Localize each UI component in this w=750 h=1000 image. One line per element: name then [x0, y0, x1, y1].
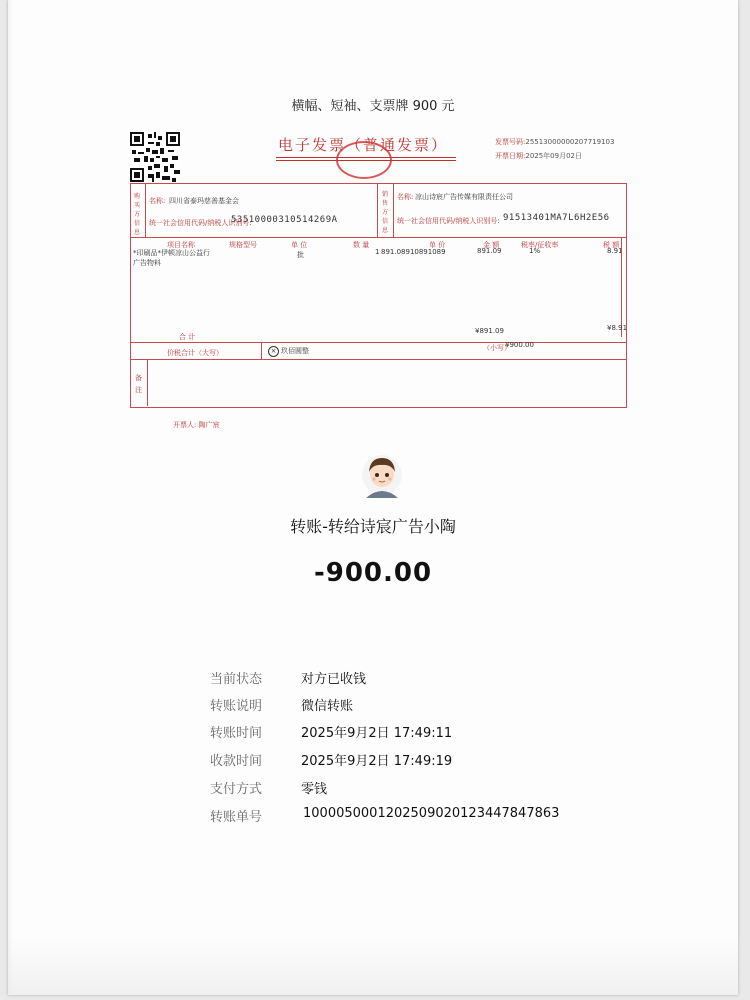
item-name-2: 广告物料	[133, 259, 161, 267]
total-amount: ¥891.09	[475, 327, 504, 335]
invoice-table	[130, 183, 627, 408]
seller-side-label: 销售方信息	[382, 191, 389, 234]
col-unit: 单 位	[291, 241, 308, 249]
payee-title: 转账-转给诗宸广告小陶	[290, 517, 456, 536]
qr-code-icon	[130, 132, 180, 182]
detail-value: 对方已收钱	[301, 672, 367, 687]
col-tax: 税 额	[603, 241, 620, 249]
detail-label: 收款时间	[210, 754, 263, 769]
detail-value: 微信转账	[301, 699, 354, 714]
col-amount: 金 额	[483, 241, 500, 249]
detail-label: 转账单号	[210, 810, 263, 825]
item-name: *印刷品*伊顿凉山公益行	[133, 249, 210, 257]
invoice-title: 电子发票（普通发票）	[278, 136, 449, 154]
total-label: 合 计	[179, 333, 196, 341]
detail-label: 当前状态	[210, 672, 263, 687]
grand-total-label: 价税合计（大写）	[167, 349, 223, 357]
buyer-name: 四川省泰玛慈善基金会	[169, 197, 239, 205]
invoice-number: 发票号码:25513000000207719103	[495, 138, 615, 146]
detail-label: 支付方式	[210, 782, 263, 797]
detail-transfer-time	[8, 722, 738, 744]
issuer: 开票人: 陶广宸	[173, 421, 220, 429]
item-rate: 1%	[529, 247, 541, 255]
seller-name: 凉山诗宸广告传媒有限责任公司	[415, 193, 513, 201]
col-spec: 规格型号	[229, 241, 257, 249]
scan-shadow	[8, 935, 738, 995]
invoice-date: 开票日期:2025年09月02日	[495, 152, 582, 160]
scanned-page	[8, 0, 738, 995]
detail-label: 转账说明	[210, 699, 263, 714]
detail-payment-method	[8, 778, 738, 800]
detail-value: 零钱	[301, 782, 328, 797]
col-price: 单 价	[429, 241, 446, 249]
detail-transfer-id	[8, 806, 738, 828]
item-price: 891.08910891089	[381, 248, 446, 256]
col-rate: 税率/征收率	[521, 241, 559, 249]
total-tax: ¥8.91	[607, 324, 628, 332]
scan-edge	[8, 0, 14, 995]
detail-value: 2025年9月2日 17:49:11	[301, 726, 453, 741]
buyer-code-label: 统一社会信用代码/纳税人识别号:	[149, 219, 252, 227]
detail-value: 1000050001202509020123447847863	[303, 806, 560, 821]
detail-receive-time	[8, 750, 738, 772]
seller-code: 91513401MA7L6H2E56	[503, 213, 610, 223]
detail-value: 2025年9月2日 17:49:19	[301, 754, 453, 769]
transfer-amount: -900.00	[313, 558, 433, 588]
item-amount: 891.09	[477, 247, 502, 255]
red-seal-stamp	[336, 141, 392, 179]
buyer-code: 53510000310514269A	[231, 215, 338, 225]
detail-status	[8, 668, 738, 690]
item-tax: 8.91	[607, 247, 623, 255]
grand-total-upper: × 玖佰圆整	[268, 346, 309, 357]
item-unit: 批	[297, 251, 304, 259]
seller-code-label: 统一社会信用代码/纳税人识别号:	[397, 217, 500, 225]
col-item-name: 项目名称	[167, 241, 195, 249]
cross-circle-icon: ×	[268, 346, 279, 357]
detail-label: 转账时间	[210, 726, 263, 741]
item-qty: 1	[375, 248, 380, 256]
grand-total-small: ¥900.00	[505, 341, 534, 349]
handwritten-note: 横幅、短袖、支票牌 900 元	[291, 99, 455, 114]
seller-name-label: 名称:	[397, 193, 414, 201]
buyer-side-label: 购买方信息	[134, 193, 141, 236]
buyer-name-label: 名称:	[149, 197, 166, 205]
avatar	[361, 450, 403, 500]
col-qty: 数 量	[353, 241, 370, 249]
remark-label: 备注	[135, 374, 142, 394]
grand-small-label: （小写）	[483, 344, 511, 352]
detail-note	[8, 695, 738, 717]
